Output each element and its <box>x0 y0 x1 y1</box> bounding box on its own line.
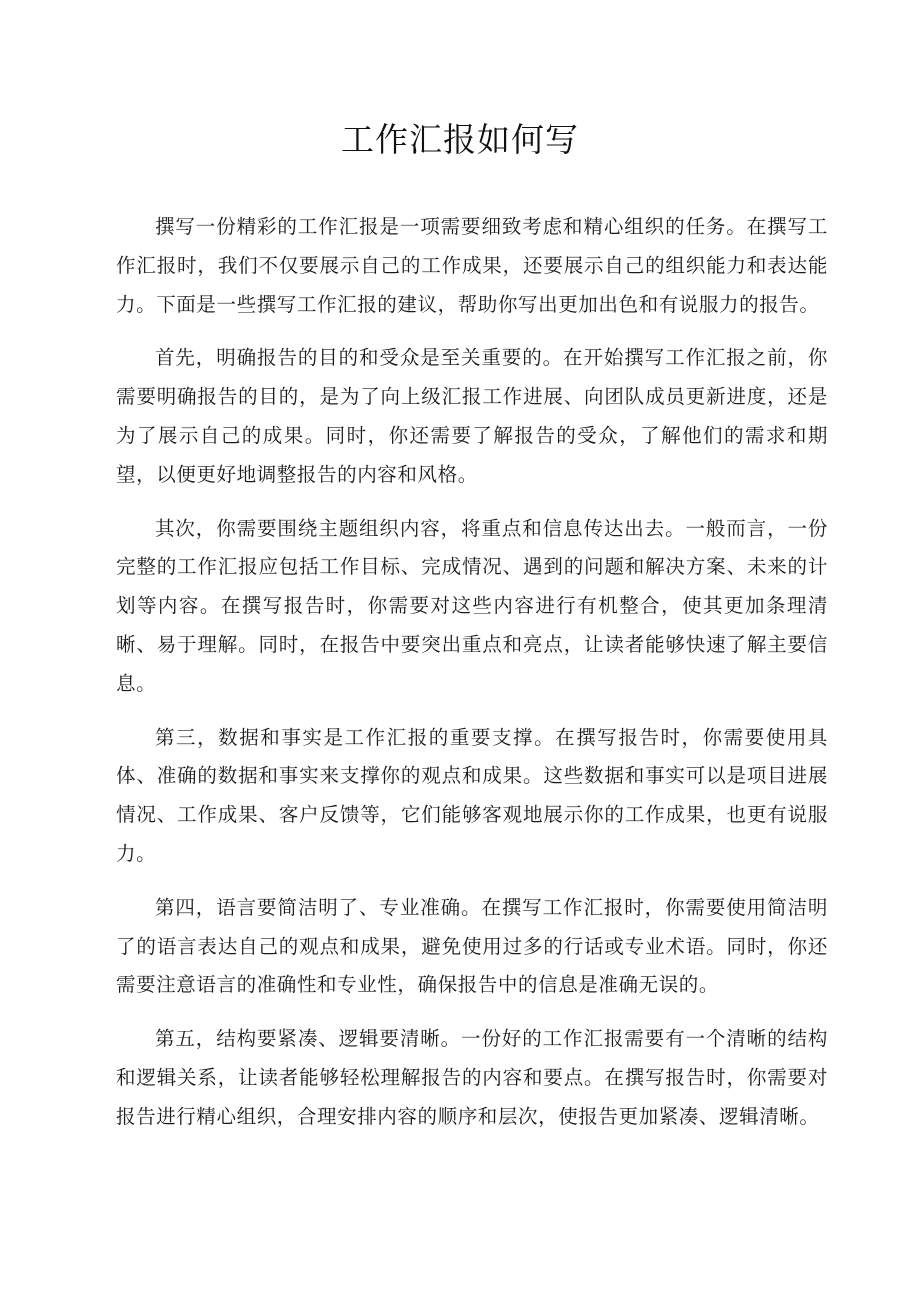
paragraph-fourth: 第四，语言要简洁明了、专业准确。在撰写工作汇报时，你需要使用简洁明了的语言表达自己的观点和成果，避免使用过多的行话或专业术语。同时，你还需要注意语言的准确性和专业性，确保报告中的信息是准确无误的。 <box>116 895 828 997</box>
paragraph-fifth: 第五，结构要紧凑、逻辑要清晰。一份好的工作汇报需要有一个清晰的结构和逻辑关系，让读者能够轻松理解报告的内容和要点。在撰写报告时，你需要对报告进行精心组织，合理安排内容的顺序和层次，使报告更加紧凑、逻辑清晰。 <box>116 1027 828 1128</box>
paragraph-first: 首先，明确报告的目的和受众是至关重要的。在开始撰写工作汇报之前，你需要明确报告的目的，是为了向上级汇报工作进展、向团队成员更新进度，还是为了展示自己的成果。同时，你还需要了解报告的受众，了解他们的需求和期望，以便更好地调整报告的内容和风格。 <box>116 346 828 486</box>
document-title: 工作汇报如何写 <box>341 120 579 159</box>
paragraph-third: 第三，数据和事实是工作汇报的重要支撑。在撰写报告时，你需要使用具体、准确的数据和事实来支撑你的观点和成果。这些数据和事实可以是项目进展情况、工作成果、客户反馈等，它们能够客观地展示你的工作成果，也更有说服力。 <box>116 725 828 865</box>
document-body <box>116 208 828 1152</box>
paragraph-second: 其次，你需要围绕主题组织内容，将重点和信息传达出去。一般而言，一份完整的工作汇报应包括工作目标、完成情况、遇到的问题和解决方案、未来的计划等内容。在撰写报告时，你需要对这些内容进行有机整合，使其更加条理清晰、易于理解。同时，在报告中要突出重点和亮点，让读者能够快速了解主要信息。 <box>116 516 828 695</box>
paragraph-intro: 撰写一份精彩的工作汇报是一项需要细致考虑和精心组织的任务。在撰写工作汇报时，我们不仅要展示自己的工作成果，还要展示自己的组织能力和表达能力。下面是一些撰写工作汇报的建议，帮助你写出更加出色和有说服力的报告。 <box>116 215 828 316</box>
